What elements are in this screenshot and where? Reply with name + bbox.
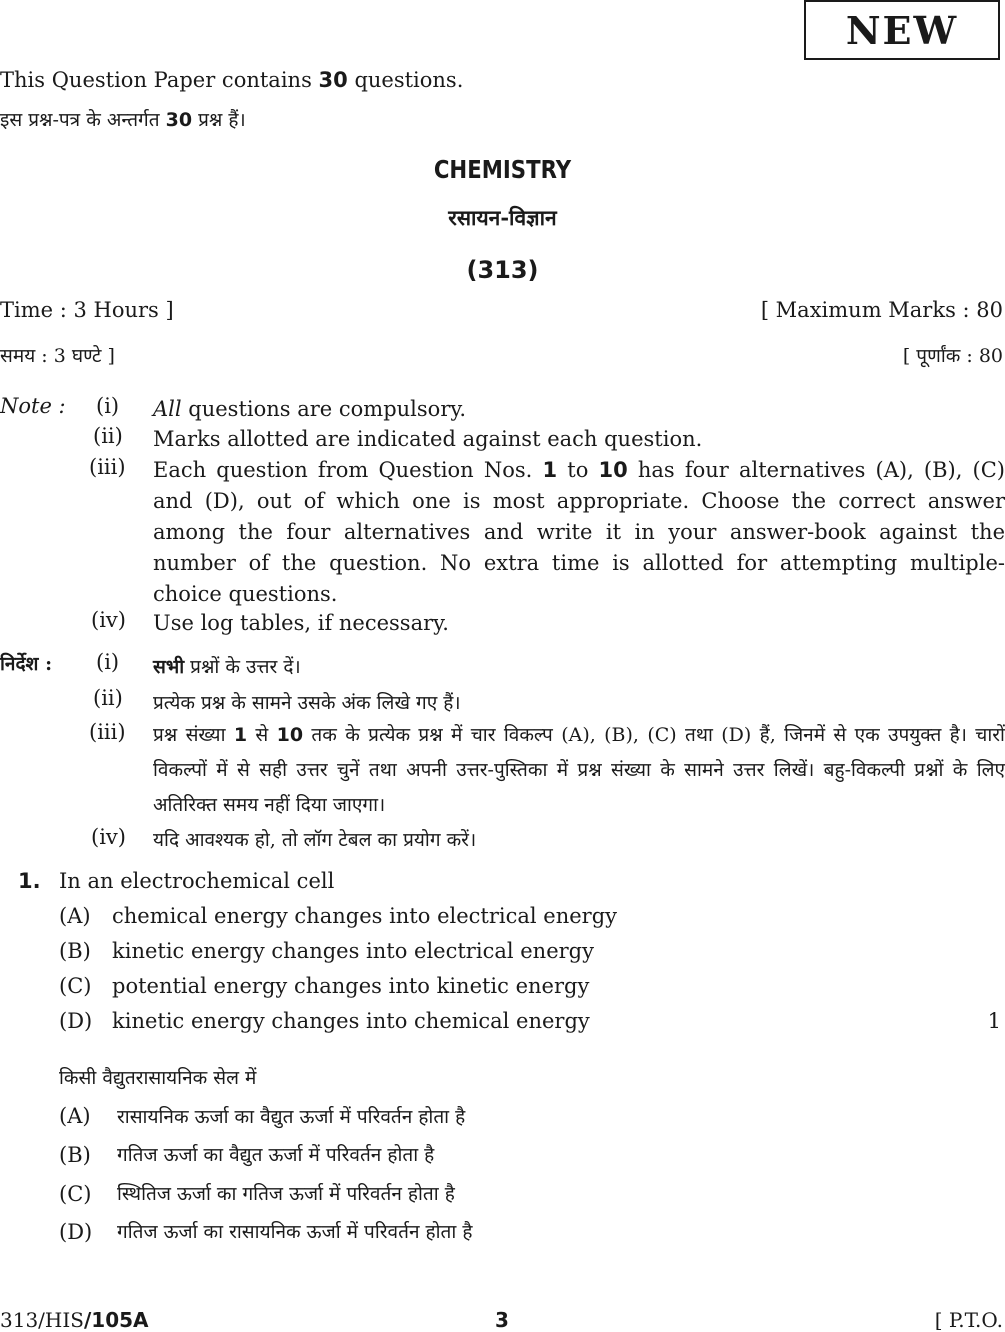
option-text-hi: गतिज ऊर्जा का रासायनिक ऊर्जा में परिवर्तन होता है (117, 1221, 473, 1243)
page-number: 3 (495, 1308, 509, 1332)
new-badge: NEW (804, 0, 1000, 60)
option-label: (A) (59, 1104, 91, 1128)
paper-code: 313/HIS/105A (0, 1308, 149, 1332)
note-en-num: (i) (96, 394, 120, 418)
subject-code: (313) (466, 256, 539, 284)
option-label: (D) (59, 1220, 93, 1244)
question-stem-hi: किसी वैद्युतरासायनिक सेल में (59, 1067, 257, 1089)
time-en: Time : 3 Hours ] (0, 298, 174, 322)
max-marks-en: [ Maximum Marks : 80 (760, 298, 1003, 322)
option-label: (B) (59, 1143, 91, 1167)
option-text-hi: स्थितिज ऊर्जा का गतिज ऊर्जा में परिवर्तन होता है (117, 1183, 455, 1205)
note-label-en: Note : (0, 394, 66, 418)
pto-label: [ P.T.O. (934, 1308, 1003, 1332)
note-hi-item: प्रत्येक प्रश्न के सामने उसके अंक लिखे गए हैं। (153, 692, 461, 714)
subject-title-hi: रसायन-विज्ञान (448, 205, 557, 230)
note-label-hi: निर्देश : (0, 653, 53, 675)
option-label: (B) (59, 939, 91, 963)
option-text-en: chemical energy changes into electrical energy (112, 904, 617, 928)
option-label: (C) (59, 1182, 92, 1206)
option-text-hi: गतिज ऊर्जा का वैद्युत ऊर्जा में परिवर्तन होता है (117, 1144, 435, 1166)
question-number: 1. (18, 869, 41, 893)
note-hi-item: यदि आवश्यक हो, तो लॉग टेबल का प्रयोग करें। (153, 829, 477, 851)
option-text-en: kinetic energy changes into electrical energy (112, 939, 594, 963)
subject-title-en: CHEMISTRY (433, 155, 572, 184)
note-hi-num: (i) (96, 650, 120, 674)
question-count-en: This Question Paper contains 30 questions. (0, 68, 464, 92)
note-en-num: (iii) (89, 455, 126, 479)
option-label: (A) (59, 904, 91, 928)
question-stem-en: In an electrochemical cell (59, 869, 335, 893)
note-hi-num: (iii) (89, 720, 126, 744)
option-text-en: kinetic energy changes into chemical energy (112, 1009, 590, 1033)
question-marks: 1 (987, 1009, 1001, 1033)
note-hi-item: प्रश्न संख्या 1 से 10 तक के प्रत्येक प्रश्न में चार विकल्प (A), (B), (C) तथा (D) हैं, जिनमें से एक उपयुक्त है। चारों विकल्पों में से सही उत्तर चुनें तथा अपनी उत्तर-पुस्तिका में प्रश्न संख्या के सामने उत्तर लिखें। बहु-विकल्पी प्रश्नों के लिए अतिरिक्त समय नहीं दिया जाएगा। (153, 724, 1005, 816)
option-label: (C) (59, 974, 92, 998)
note-hi-item: सभी प्रश्नों के उत्तर दें। (153, 656, 301, 678)
note-hi-num: (iv) (91, 825, 126, 849)
note-en-item: Each question from Question Nos. 1 to 10 has four alternatives (A), (B), (C) and (D), out of which one is most appropriate. Choose the correct answer among the four alternatives and write it in your answer-book against the number of the question. No extra time is allotted for attempting multiple-choice questions. (153, 458, 1005, 606)
question-count-hi: इस प्रश्न-पत्र के अन्तर्गत 30 प्रश्न हैं। (0, 109, 246, 131)
note-en-item: All questions are compulsory. (153, 397, 467, 421)
time-hi: समय : 3 घण्टे ] (0, 345, 115, 367)
note-en-num: (ii) (93, 424, 123, 448)
note-en-item: Use log tables, if necessary. (153, 611, 449, 635)
note-en-item: Marks allotted are indicated against each question. (153, 427, 703, 451)
note-en-num: (iv) (91, 608, 126, 632)
note-hi-num: (ii) (93, 686, 123, 710)
option-label: (D) (59, 1009, 93, 1033)
max-marks-hi: [ पूर्णांक : 80 (902, 345, 1003, 367)
option-text-en: potential energy changes into kinetic energy (112, 974, 590, 998)
option-text-hi: रासायनिक ऊर्जा का वैद्युत ऊर्जा में परिवर्तन होता है (117, 1106, 466, 1128)
